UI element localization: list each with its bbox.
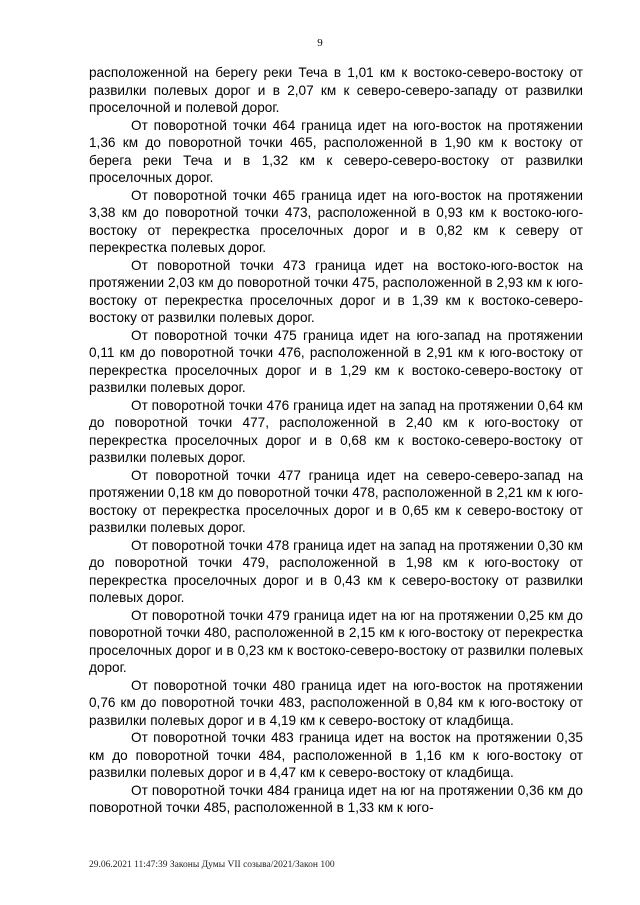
document-footer: 29.06.2021 11:47:39 Законы Думы VII созыва/2021/Закон 100 <box>89 860 335 870</box>
paragraph-point-476: От поворотной точки 476 граница идет на запад на протяжении 0,64 км до поворотной точки 477, расположенной в 2,40 км к юго-востоку от перекрестка проселочных дорог и в 0,68 км к востоко-северо-востоку от развилки полевых дорог. <box>89 397 583 465</box>
paragraph-point-478: От поворотной точки 478 граница идет на запад на протяжении 0,30 км до поворотной точки 479, расположенной в 1,98 км к юго-востоку от перекрестка проселочных дорог и в 0,43 км к северо-востоку от развилки полевых дорог. <box>89 537 583 605</box>
paragraph-point-479: От поворотной точки 479 граница идет на юг на протяжении 0,25 км до поворотной точки 480, расположенной в 2,15 км к юго-востоку от перекрестка проселочных дорог и в 0,23 км к востоко-северо-востоку от развилки полевых дорог. <box>89 607 583 675</box>
paragraph-point-484: От поворотной точки 484 граница идет на юг на протяжении 0,36 км до поворотной точки 485, расположенной в 1,33 км к юго- <box>89 782 583 815</box>
paragraph-point-464: От поворотной точки 464 граница идет на юго-восток на протяжении 1,36 км до поворотной точки 465, расположенной в 1,90 км к востоку от берега реки Теча и в 1,32 км к северо-северо-востоку от развилки проселочных дорог. <box>89 117 583 185</box>
paragraph-point-483: От поворотной точки 483 граница идет на восток на протяжении 0,35 км до поворотной точки 484, расположенной в 1,16 км к юго-востоку от развилки полевых дорог и в 4,47 км к северо-востоку от кладбища. <box>89 730 583 780</box>
paragraph-point-473: От поворотной точки 473 граница идет на востоко-юго-восток на протяжении 2,03 км до поворотной точки 475, расположенной в 2,93 км к юго-востоку от перекрестка проселочных дорог и в 1,39 км к востоко-северо-востоку от развилки полевых дорог. <box>89 257 583 325</box>
page-number: 9 <box>317 37 323 49</box>
paragraph-point-465: От поворотной точки 465 граница идет на юго-восток на протяжении 3,38 км до поворотной точки 473, расположенной в 0,93 км к востоко-юго-востоку от перекрестка проселочных дорог и в 0,82 км к северу от перекрестка полевых дорог. <box>89 187 583 255</box>
document-body <box>89 64 583 817</box>
paragraph-point-475: От поворотной точки 475 граница идет на юго-запад на протяжении 0,11 км до поворотной точки 476, расположенной в 2,91 км к юго-востоку от перекрестка проселочных дорог и в 1,29 км к востоко-северо-востоку от развилки полевых дорог. <box>89 327 583 395</box>
paragraph-point-477: От поворотной точки 477 граница идет на северо-северо-запад на протяжении 0,18 км до поворотной точки 478, расположенной в 2,21 км к юго-востоку от перекрестка проселочных дорог и в 0,65 км к северо-востоку от развилки полевых дорог. <box>89 467 583 535</box>
paragraph-point-480: От поворотной точки 480 граница идет на юго-восток на протяжении 0,76 км до поворотной точки 483, расположенной в 0,84 км к юго-востоку от развилки полевых дорог и в 4,19 км к северо-востоку от кладбища. <box>89 677 583 728</box>
paragraph-continuation: расположенной на берегу реки Теча в 1,01 км к востоко-северо-востоку от развилки полевых дорог и в 2,07 км к северо-северо-западу от развилки проселочной и полевой дорог. <box>89 65 583 115</box>
